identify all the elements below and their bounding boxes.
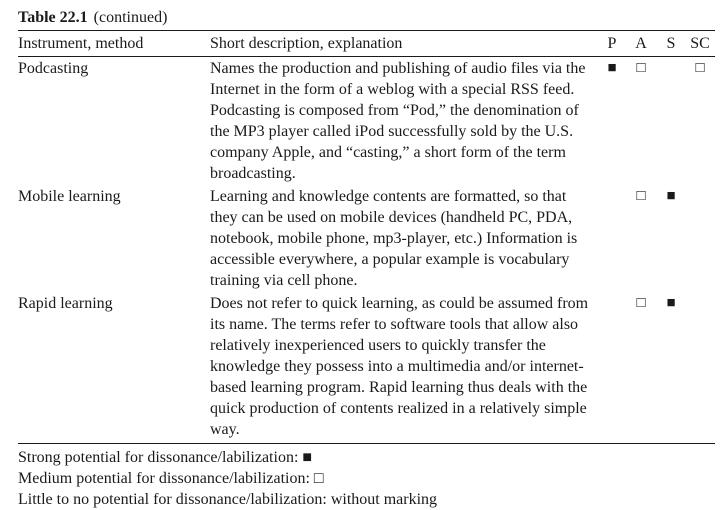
legend-little: Little to no potential for dissonance/labilization: without marking — [18, 491, 438, 508]
row-instrument: Podcasting — [18, 60, 89, 77]
row-description: Learning and knowledge contents are formatted, so that they can be used on mobile devices (handheld PC, PDA, notebook, mobile phone, mp3-player, etc.) Information is accessible everywhere, a popular example is vocabulary training via cell phone. — [210, 188, 578, 289]
header-sc: SC — [690, 35, 710, 52]
row-mark-a: □ — [636, 295, 646, 311]
table-caption — [18, 8, 715, 30]
header-a: A — [635, 35, 647, 52]
instruments-table — [18, 31, 715, 444]
legend-medium: Medium potential for dissonance/labilization: □ — [18, 470, 324, 487]
row-instrument: Rapid learning — [18, 295, 113, 312]
header-s: S — [666, 35, 676, 52]
row-description: Names the production and publishing of audio files via the Internet in the form of a weblog with a special RSS feed. Podcasting is composed from “Pod,” the denomination of the MP3 player called iPod successfully sold by the U.S. company Apple, and “casting,” a short form of the term broadcasting. — [210, 60, 586, 182]
row-mark-sc — [685, 185, 715, 292]
row-mark-s — [657, 57, 685, 186]
row-mark-a: □ — [636, 60, 646, 76]
row-mark-s: ■ — [666, 188, 676, 204]
header-p: P — [607, 35, 617, 52]
table-row — [18, 185, 715, 292]
row-mark-sc — [685, 292, 715, 444]
table-header-row — [18, 31, 715, 57]
row-mark-sc: □ — [695, 60, 705, 76]
table-row — [18, 57, 715, 186]
row-mark-p — [599, 292, 625, 444]
row-mark-a: □ — [636, 188, 646, 204]
table-caption-suffix: (continued) — [93, 9, 168, 26]
row-description: Does not refer to quick learning, as could be assumed from its name. The terms refer to software tools that allow also relatively inexperienced users to quickly transfer the knowledge they possess into a multimedia and/or internet-based learning program. Rapid learning thus deals with the quick production of contents realized in a relatively simple way. — [210, 295, 589, 438]
table-row — [18, 292, 715, 444]
header-description: Short description, explanation — [210, 35, 403, 52]
table-legend — [18, 444, 715, 510]
row-mark-s: ■ — [666, 295, 676, 311]
table-caption-label: Table 22.1 — [18, 9, 88, 26]
row-mark-p — [599, 185, 625, 292]
legend-strong: Strong potential for dissonance/labilization: ■ — [18, 449, 313, 466]
header-instrument: Instrument, method — [18, 35, 144, 52]
row-mark-p: ■ — [607, 60, 617, 76]
row-instrument: Mobile learning — [18, 188, 121, 205]
table-page — [18, 8, 715, 510]
